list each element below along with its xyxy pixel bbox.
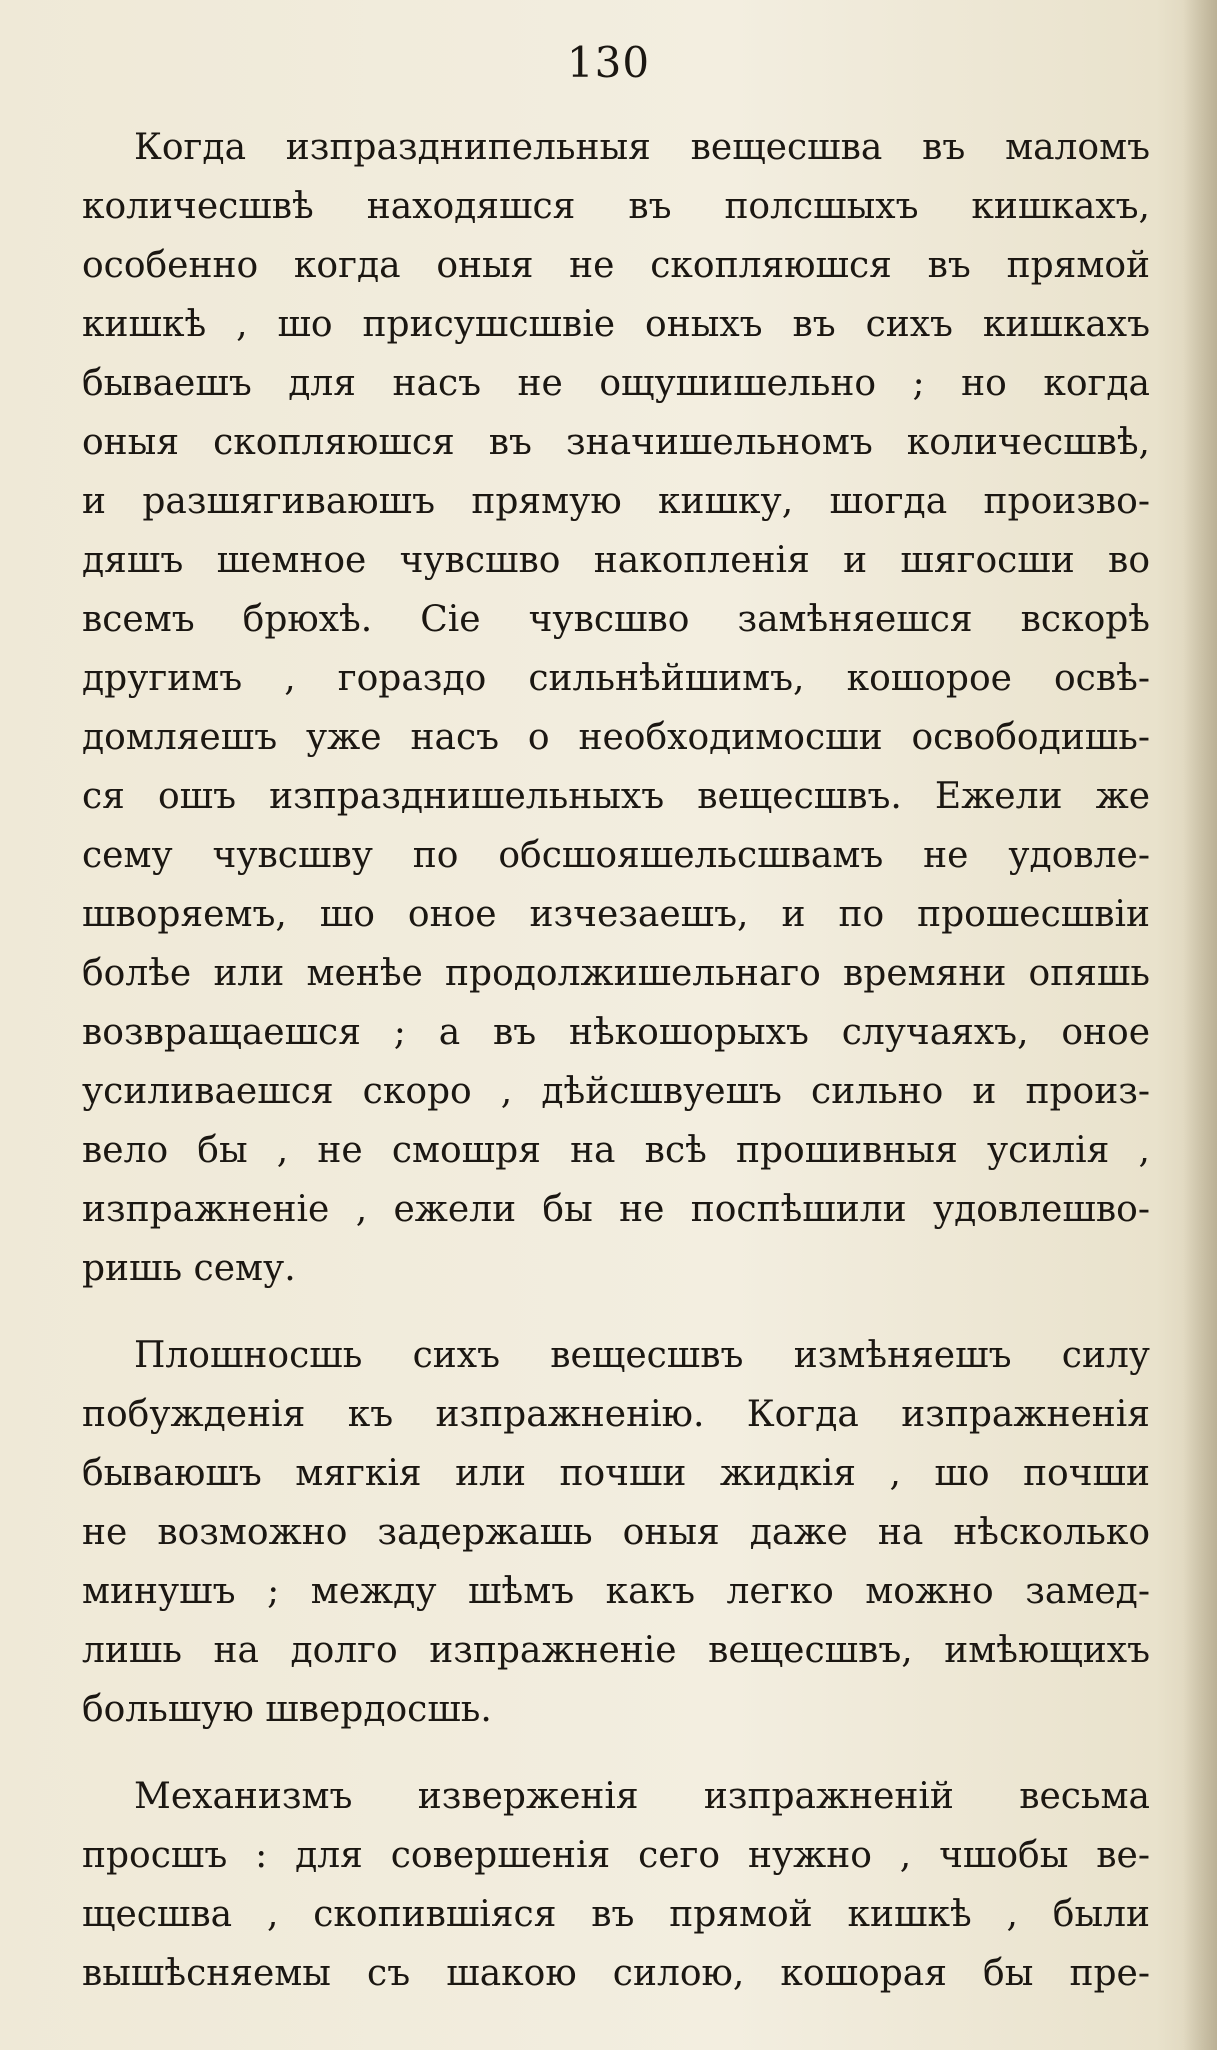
text-line: болѣе или менѣе продолжишельнаго времяни опяшь xyxy=(82,953,1150,994)
text-line: Плошносшь сихъ вещесшвъ измѣняешъ силу xyxy=(134,1335,1150,1376)
paragraph-gap xyxy=(82,1739,1150,1767)
text-line: и разшягиваюшъ прямую кишку, шогда произво- xyxy=(82,481,1150,522)
text-line: ришь сему. xyxy=(82,1248,296,1289)
text-line: щесшва , скопившіяся въ прямой кишкѣ , были xyxy=(82,1894,1150,1935)
page-number: 130 xyxy=(566,38,651,87)
text-line: кишкѣ , шо присушсшвіе оныхъ въ сихъ кишкахъ xyxy=(82,304,1150,345)
text-line: изпражненіе , ежели бы не поспѣшили удовлешво- xyxy=(82,1189,1150,1230)
text-line: вело бы , не смошря на всѣ прошивныя усилія , xyxy=(82,1130,1150,1171)
paragraph-gap xyxy=(82,1298,1150,1326)
text-line: всемъ брюхѣ. Сіе чувсшво замѣняешся вскорѣ xyxy=(82,599,1150,640)
text-line: домляешъ уже насъ о необходимосши освободишь- xyxy=(82,717,1150,758)
text-line: усиливаешся скоро , дѣйсшвуешъ сильно и произ- xyxy=(82,1071,1150,1112)
text-line: минушъ ; между шѣмъ какъ легко можно замед- xyxy=(82,1571,1150,1612)
text-line: не возможно задержашь оныя даже на нѣсколько xyxy=(82,1512,1150,1553)
page-edge-shadow xyxy=(1183,0,1217,2050)
text-line: просшъ : для совершенія сего нужно , чшобы ве- xyxy=(82,1835,1150,1876)
text-line: шворяемъ, шо оное изчезаешъ, и по прошесшвіи xyxy=(82,894,1150,935)
text-line: ся ошъ изпразднишельныхъ вещесшвъ. Ежели же xyxy=(82,776,1150,817)
text-line: количесшвѣ находяшся въ полсшыхъ кишкахъ, xyxy=(82,186,1150,227)
page-text xyxy=(82,118,1150,2003)
text-line: особенно когда оныя не скопляюшся въ прямой xyxy=(82,245,1150,286)
paragraph-2 xyxy=(82,1326,1150,1739)
text-line: большую швердосшь. xyxy=(82,1689,492,1730)
paragraph-3 xyxy=(82,1767,1150,2003)
text-line: побужденія къ изпражненію. Когда изпражненія xyxy=(82,1394,1150,1435)
text-line: другимъ , гораздо сильнѣйшимъ, кошорое освѣ- xyxy=(82,658,1150,699)
text-line: сему чувсшву по обсшояшельсшвамъ не удовле- xyxy=(82,835,1150,876)
text-line: Механизмъ изверженія изпражненій весьма xyxy=(134,1776,1150,1817)
paragraph-1 xyxy=(82,118,1150,1298)
text-line: бываюшъ мягкія или почши жидкія , шо почши xyxy=(82,1453,1150,1494)
text-line: Когда изпразднипельныя вещесшва въ маломъ xyxy=(134,127,1150,168)
text-line: бываешъ для насъ не ощушишельно ; но когда xyxy=(82,363,1150,404)
text-line: лишь на долго изпражненіе вещесшвъ, имѣющихъ xyxy=(82,1630,1150,1671)
text-line: дяшъ шемное чувсшво накопленія и шягосши во xyxy=(82,540,1150,581)
text-line: вышѣсняемы съ шакою силою, кошорая бы пре- xyxy=(82,1953,1150,1994)
text-line: возвращаешся ; а въ нѣкошорыхъ случаяхъ, оное xyxy=(82,1012,1150,1053)
text-line: оныя скопляюшся въ значишельномъ количесшвѣ, xyxy=(82,422,1150,463)
